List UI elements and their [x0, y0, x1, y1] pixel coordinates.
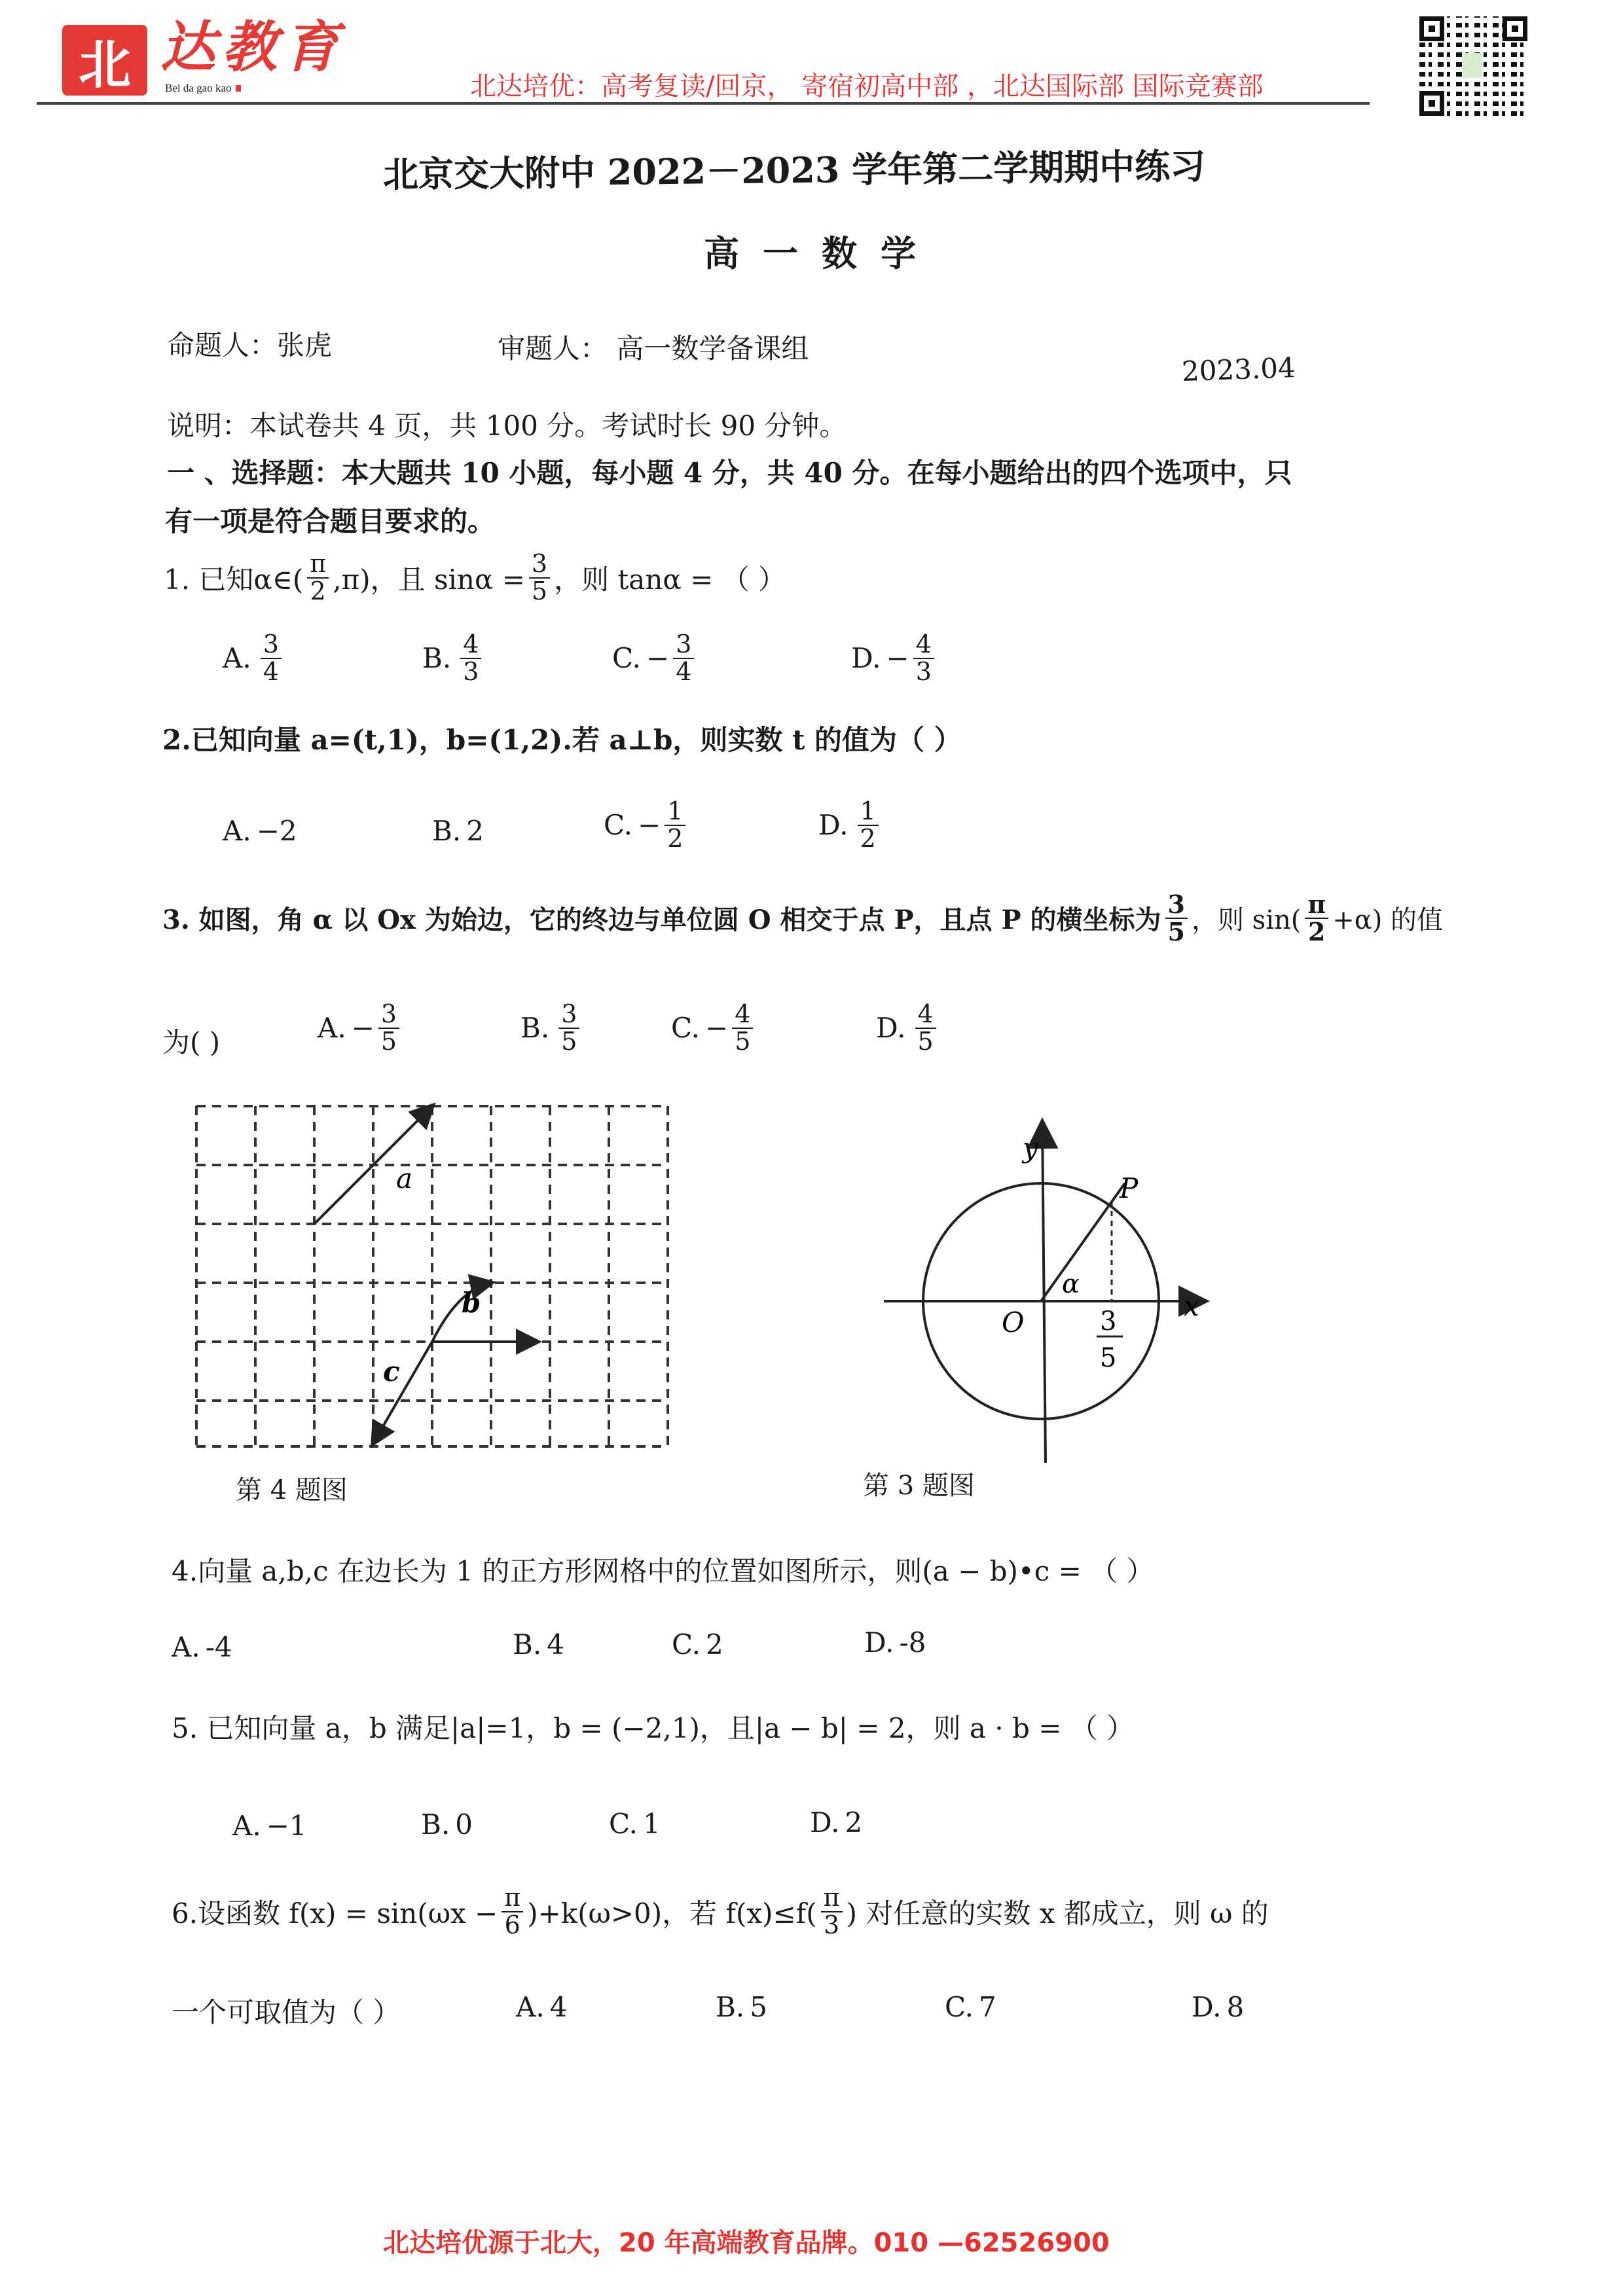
q6-text: ) 对任意的实数 x 都成立，则 ω 的 [846, 1897, 1269, 1929]
denominator: 4 [676, 656, 692, 686]
numerator: 3 [558, 1001, 579, 1029]
option-label: B. [421, 1808, 450, 1840]
q3-option-b [520, 1001, 583, 1055]
footer-slogan: 北达培优源于北大，20 年高端教育品牌。010 —62526900 [383, 2228, 1110, 2258]
figure-3-unit-circle [871, 1106, 1224, 1473]
option-value: 5 [750, 1991, 767, 2023]
q6-option-a [516, 1991, 567, 2023]
option-label: B. [716, 1991, 745, 2023]
numerator: 4 [460, 632, 481, 659]
numerator: 3 [261, 632, 282, 659]
option-label: A. [223, 815, 251, 847]
option-label: B. [422, 642, 452, 675]
denominator: 2 [310, 576, 326, 605]
option-value: 4 [547, 1628, 564, 1660]
q6-option-c [945, 1991, 996, 2023]
fraction [858, 798, 879, 852]
numerator: 3 [529, 551, 550, 579]
q2-option-c [604, 798, 689, 852]
option-label: B. [513, 1628, 542, 1660]
vector-c-arrow [373, 1342, 432, 1443]
fraction [558, 1001, 579, 1055]
option-label: A. [223, 642, 251, 675]
numerator: 4 [915, 1001, 936, 1029]
denominator: 2 [667, 823, 684, 853]
question-3 [162, 891, 1443, 945]
option-label: D. [851, 642, 881, 675]
option-label: C. [671, 1012, 700, 1045]
option-value: 2 [845, 1806, 863, 1839]
label-x: x [1184, 1290, 1199, 1322]
option-label: B. [432, 815, 462, 847]
label-fraction-den: 5 [1100, 1343, 1117, 1373]
fraction [732, 1001, 753, 1055]
fraction [1305, 891, 1328, 945]
numerator: 3 [673, 632, 694, 659]
q1-text: ，则 tanα = （ ） [554, 563, 786, 596]
q5-option-c [609, 1808, 661, 1840]
option-label: C. [604, 809, 632, 842]
exam-subject: 高一数学 [704, 232, 939, 274]
question-1 [164, 551, 786, 605]
option-sign: − [351, 1012, 374, 1045]
option-label: C. [612, 642, 641, 675]
option-value: 4 [549, 1991, 568, 2023]
section-heading-cont: 有一项是符合题目要求的。 [165, 505, 496, 537]
exam-date: 2023.04 [1181, 351, 1296, 388]
label-p: P [1120, 1172, 1139, 1204]
fraction [307, 551, 329, 605]
option-label: D. [810, 1806, 840, 1839]
q3-answer-prefix: 为( ) [162, 1026, 221, 1058]
q6-answer-prefix: 一个可取值为（ ） [172, 1996, 401, 2028]
q1-option-c [612, 632, 698, 685]
label-alpha: α [1062, 1269, 1080, 1299]
q5-option-a [232, 1810, 307, 1842]
q4-option-d [864, 1626, 926, 1659]
denominator: 6 [504, 1910, 520, 1939]
numerator: 1 [858, 798, 879, 826]
denominator: 3 [463, 656, 479, 686]
option-value: 1 [643, 1808, 661, 1840]
numerator: π [821, 1885, 843, 1912]
q3-option-d [876, 1001, 940, 1055]
q1-option-a [223, 632, 285, 685]
q1-text: 1. 已知α∈( [164, 563, 304, 596]
option-label: D. [864, 1626, 894, 1659]
option-label: C. [945, 1991, 974, 2023]
option-value: 2 [706, 1628, 723, 1660]
fraction [1165, 891, 1188, 945]
label-c: c [383, 1355, 400, 1388]
q4-option-b [513, 1628, 564, 1660]
option-label: C. [672, 1628, 701, 1660]
option-value: -8 [899, 1626, 926, 1659]
grid-lines [196, 1106, 668, 1446]
figure-4-caption: 第 4 题图 [236, 1475, 348, 1505]
option-label: B. [520, 1012, 550, 1045]
y-axis [1042, 1122, 1046, 1463]
q6-text: )+k(ω>0)，若 f(x)≤f( [527, 1897, 817, 1929]
denominator: 3 [915, 656, 932, 686]
option-sign: − [886, 642, 909, 675]
label-o: O [1002, 1306, 1025, 1338]
q3-option-c [671, 1001, 757, 1055]
fraction [529, 551, 550, 605]
q4-option-c [672, 1628, 723, 1660]
label-y: y [1023, 1132, 1038, 1164]
question-5: 5. 已知向量 a，b 满足|a|=1，b = (−2,1)，且|a − b| = 2，则 a · b = （ ） [172, 1712, 1135, 1744]
exam-title: 北京交大附中 2022－2023 学年第二学期期中练习 [382, 145, 1206, 196]
denominator: 4 [263, 656, 279, 686]
denominator: 5 [917, 1026, 934, 1056]
q2-option-a [223, 815, 297, 847]
q4-option-a [172, 1631, 232, 1663]
fraction [915, 1001, 936, 1055]
fraction [460, 632, 481, 685]
option-value: 0 [455, 1808, 473, 1840]
logo-subtitle: Bei da gao kao [165, 82, 241, 94]
option-sign: − [705, 1012, 729, 1045]
fraction [673, 632, 694, 685]
option-label: D. [876, 1012, 906, 1045]
label-a: a [396, 1162, 413, 1194]
reviewer: 审题人： 高一数学备课组 [498, 332, 809, 365]
numerator: 4 [913, 632, 934, 659]
numerator: 3 [378, 1001, 399, 1029]
option-label: A. [318, 1012, 346, 1045]
denominator: 5 [561, 1026, 577, 1056]
figure-4-vector-grid [183, 1093, 681, 1460]
option-sign: − [646, 642, 670, 675]
numerator: 4 [732, 1001, 753, 1029]
q2-option-b [432, 815, 484, 847]
option-value: 8 [1226, 1991, 1245, 2023]
q6-option-d [1192, 1991, 1244, 2023]
question-4: 4.向量 a,b,c 在边长为 1 的正方形网格中的位置如图所示，则(a − b)•c = （ ） [172, 1555, 1154, 1587]
fraction [665, 798, 685, 852]
q1-text: ,π)，且 sinα = [333, 563, 525, 596]
header-tagline: 北达培优：高考复读/回京， 寄宿初高中部 ，北达国际部 国际竞赛部 [470, 71, 1264, 101]
option-sign: − [638, 809, 661, 842]
label-b: b [462, 1287, 481, 1319]
option-label: A. [172, 1631, 200, 1663]
logo-mark: 北 [62, 25, 147, 96]
q3-text: +α) 的值 [1332, 905, 1444, 936]
denominator: 5 [735, 1026, 751, 1056]
question-6 [172, 1885, 1269, 1939]
q1-option-b [422, 632, 485, 685]
fraction [378, 1001, 399, 1055]
q3-option-a [318, 1001, 403, 1055]
numerator: π [307, 551, 329, 579]
option-value: 7 [979, 1991, 996, 2023]
q5-option-b [421, 1808, 473, 1840]
label-fraction-num: 3 [1100, 1306, 1117, 1336]
q6-option-b [716, 1991, 767, 2023]
denominator: 3 [824, 1910, 840, 1939]
numerator: 1 [665, 798, 685, 826]
denominator: 2 [860, 823, 876, 853]
option-value: −1 [266, 1810, 307, 1842]
denominator: 5 [531, 576, 548, 605]
fraction [501, 1885, 523, 1939]
q1-option-d [851, 632, 938, 685]
fraction [261, 632, 282, 685]
exam-note: 说明：本试卷共 4 页，共 100 分。考试时长 90 分钟。 [167, 410, 847, 442]
logo-text: 达教育 [160, 14, 346, 79]
fraction [821, 1885, 843, 1939]
option-label: A. [516, 1991, 545, 2023]
option-value: −2 [256, 815, 297, 847]
option-label: C. [609, 1808, 638, 1840]
q2-option-d [818, 798, 883, 852]
option-value: -4 [205, 1631, 232, 1663]
author: 命题人：张虎 [167, 329, 333, 361]
option-label: D. [1192, 1991, 1222, 2023]
figure-3-caption: 第 3 题图 [863, 1471, 975, 1501]
numerator: π [1305, 891, 1328, 919]
option-value: 2 [466, 815, 484, 847]
q6-text: 6.设函数 f(x) = sin(ωx − [172, 1897, 498, 1929]
denominator: 2 [1308, 916, 1326, 946]
q3-text: 3. 如图，角 α 以 Ox 为始边，它的终边与单位圆 O 相交于点 P，且点 P 的横坐标为 [162, 905, 1161, 936]
numerator: 3 [1165, 891, 1188, 919]
section-heading: 一 、选择题：本大题共 10 小题，每小题 4 分，共 40 分。在每小题给出的四个选项中，只 [167, 457, 1292, 489]
qr-code-icon [1419, 16, 1527, 116]
question-2: 2.已知向量 a=(t,1)，b=(1,2).若 a⊥b，则实数 t 的值为（ ） [162, 724, 962, 756]
numerator: π [501, 1885, 523, 1912]
fraction [913, 632, 934, 685]
denominator: 5 [1167, 916, 1185, 946]
header-divider [37, 102, 1370, 105]
option-label: D. [818, 809, 848, 842]
q5-option-d [810, 1806, 862, 1839]
q3-text: ，则 sin( [1191, 905, 1302, 936]
option-label: A. [232, 1810, 261, 1842]
denominator: 5 [380, 1026, 397, 1056]
